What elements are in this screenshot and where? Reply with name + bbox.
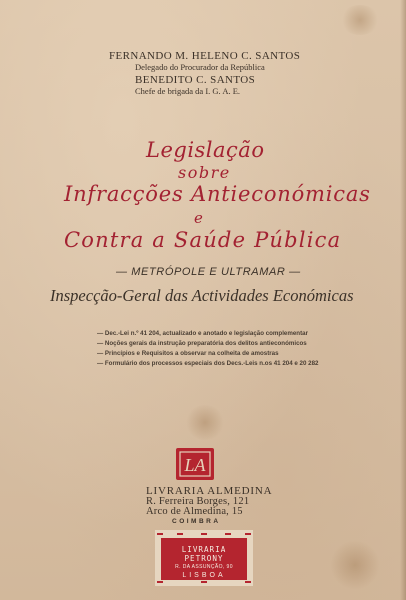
author-name: FERNANDO M. HELENO C. SANTOS (109, 50, 301, 62)
sticker-tick (245, 533, 251, 535)
sticker-tick (177, 533, 183, 535)
publisher-name: LIVRARIA ALMEDINA (146, 485, 273, 497)
sticker-tick (201, 533, 207, 535)
age-stain (330, 540, 380, 590)
title-line: sobre (178, 163, 231, 182)
logo-letters: LA (184, 455, 206, 475)
contents-item: — Noções gerais da instrução preparatória dos delitos antieconómicos (97, 340, 307, 347)
sticker-address: R. DA ASSUNÇÃO, 90 (175, 564, 233, 570)
author-name: BENEDITO C. SANTOS (135, 74, 256, 86)
sticker-tick (157, 533, 163, 535)
publisher-arch: Arco de Almedina, 15 (146, 506, 243, 517)
title-line: Infracções Antieconómicas (64, 182, 371, 206)
publisher-block (146, 486, 272, 527)
sticker-tick (157, 581, 163, 583)
title-line: e (194, 209, 203, 227)
sticker-tick (245, 581, 251, 583)
author-role: Delegado do Procurador da República (135, 62, 265, 72)
sticker-city: LISBOA (182, 572, 226, 579)
publisher-logo (175, 445, 215, 483)
contents-item: — Formulário dos processos especiais dos Decs.-Leis n.os 41 204 e 20 282 (97, 360, 319, 367)
age-stain (185, 405, 225, 440)
authors-block (109, 50, 339, 96)
author-role: Chefe de brigada da I. G. A. E. (135, 86, 241, 96)
publisher-city: COIMBRA (172, 518, 221, 525)
contents-item: — Dec.-Lei n.º 41 204, actualizado e anotado e legislação complementar (97, 330, 308, 337)
page-edge-shadow (400, 0, 406, 600)
subtitle: — METRÓPOLE E ULTRAMAR — (116, 266, 301, 278)
title-line: Legislação (146, 138, 265, 162)
sticker-tick (225, 533, 231, 535)
age-stain (340, 5, 380, 35)
sticker-tick (201, 581, 207, 583)
title-line: Contra a Saúde Pública (64, 228, 342, 252)
agency-name: Inspecção-Geral das Actividades Económicas (50, 286, 354, 305)
contents-list (97, 329, 347, 369)
sticker-name: LIVRARIA PETRONY (181, 545, 227, 563)
contents-item: — Princípios e Requisitos a observar na colheita de amostras (97, 350, 279, 357)
sticker-label (161, 538, 247, 580)
bookseller-sticker (155, 530, 253, 586)
publisher-street: R. Ferreira Borges, 121 (146, 496, 250, 507)
